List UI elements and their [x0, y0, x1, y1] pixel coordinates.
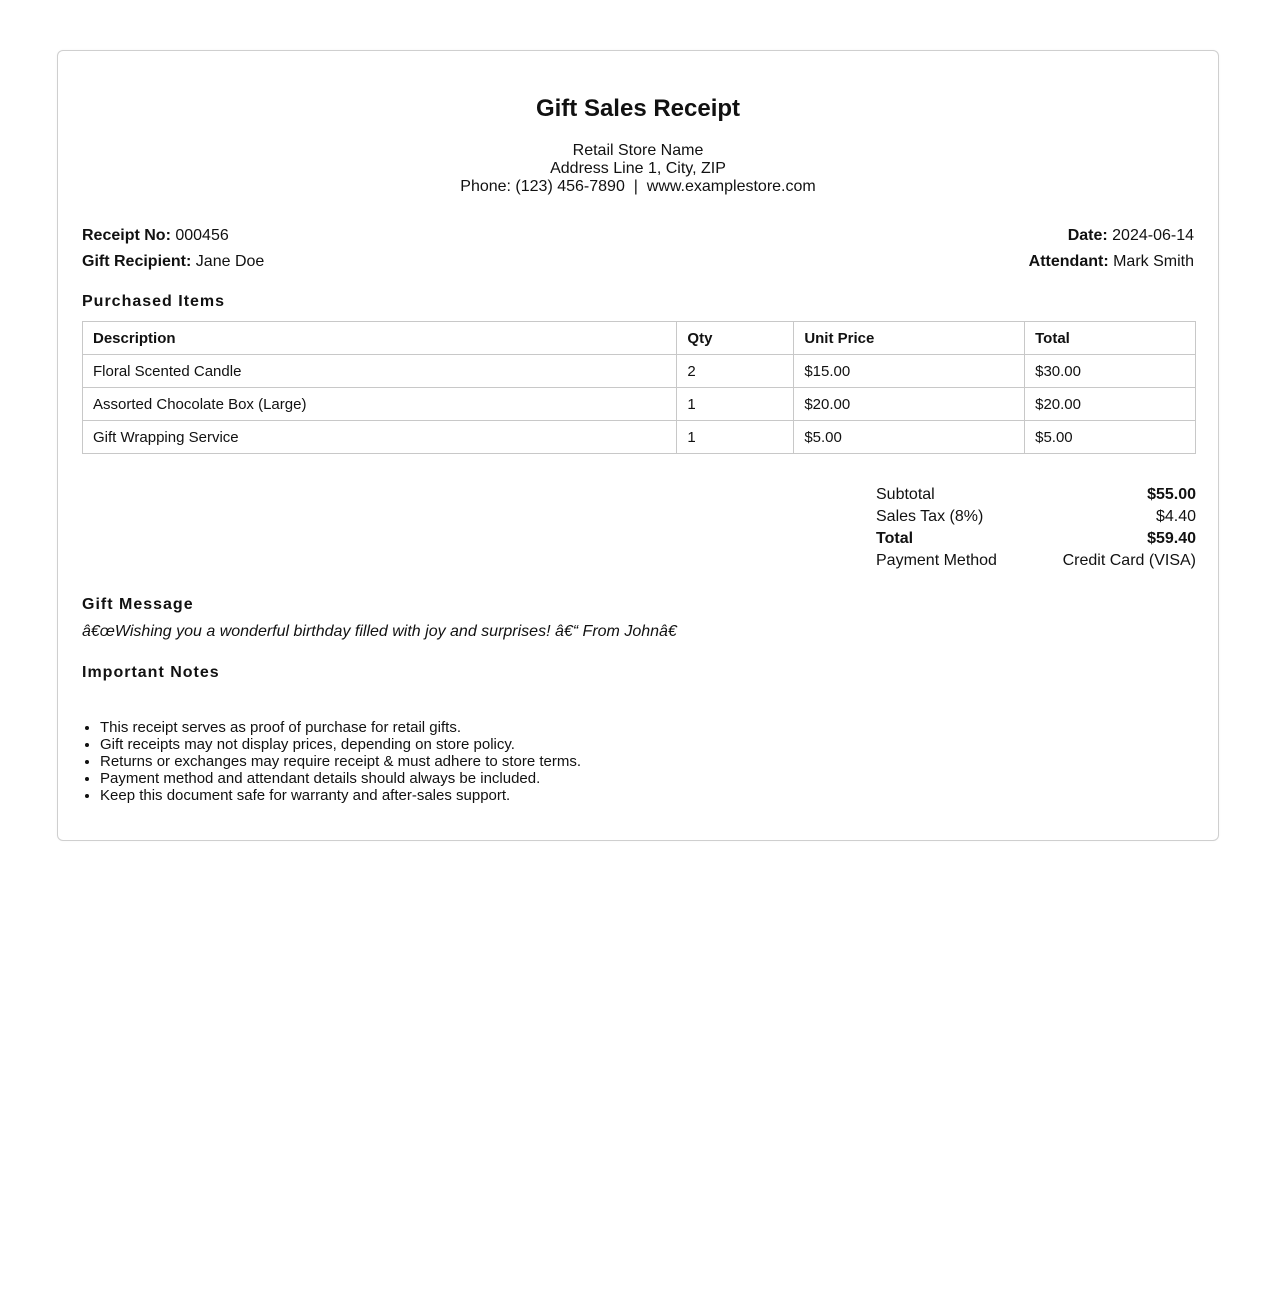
attendant-label: Attendant: [1028, 253, 1109, 270]
purchased-items-table [82, 321, 1196, 454]
payment-method-label: Payment Method [876, 552, 997, 569]
store-contact: Phone: (123) 456-7890 | www.examplestore.com [460, 178, 816, 195]
table-row [83, 355, 1196, 388]
list-item: • This receipt serves as proof of purchase for retail gifts. [100, 719, 581, 736]
important-notes-heading: Important Notes [82, 664, 220, 681]
subtotal-value: $55.00 [1147, 486, 1196, 503]
total-label: Total [876, 530, 914, 547]
table-row [83, 421, 1196, 454]
receipt-date-value: 2024-06-14 [1112, 227, 1194, 244]
item-description: Floral Scented Candle [83, 355, 677, 388]
item-total: $5.00 [1025, 421, 1196, 454]
item-qty: 1 [677, 421, 794, 454]
list-item: • Returns or exchanges may require receipt & must adhere to store terms. [100, 753, 581, 770]
receipt-date-label: Date: [1067, 227, 1108, 244]
store-info [58, 142, 1218, 196]
list-item: • Gift receipts may not display prices, depending on store policy. [100, 736, 581, 753]
column-header-total: Total [1025, 322, 1196, 355]
item-unit-price: $5.00 [794, 421, 1025, 454]
list-item: • Keep this document safe for warranty and after-sales support. [100, 787, 581, 804]
gift-message-text: â€œWishing you a wonderful birthday filled with joy and surprises! â€“ From Johnâ€ [82, 623, 677, 640]
receipt-number-label: Receipt No: [82, 227, 171, 244]
sales-tax-label: Sales Tax (8%) [876, 508, 984, 525]
sales-tax-value: $4.40 [1155, 508, 1196, 525]
item-qty: 2 [677, 355, 794, 388]
totals-summary [876, 484, 1196, 572]
store-name: Retail Store Name [572, 142, 704, 159]
column-header-description: Description [83, 322, 677, 355]
item-total: $20.00 [1025, 388, 1196, 421]
sales-tax-row [876, 506, 1196, 528]
gift-message-heading: Gift Message [82, 596, 194, 613]
payment-method-value: Credit Card (VISA) [1062, 552, 1196, 569]
receipt-date [1068, 226, 1194, 246]
list-item: • Payment method and attendant details should always be included. [100, 770, 581, 787]
gift-recipient-value: Jane Doe [195, 253, 265, 270]
store-address: Address Line 1, City, ZIP [550, 160, 726, 177]
item-description: Gift Wrapping Service [83, 421, 677, 454]
column-header-qty: Qty [677, 322, 794, 355]
payment-method-row [876, 550, 1196, 572]
gift-recipient-label: Gift Recipient: [82, 253, 192, 270]
attendant-value: Mark Smith [1113, 253, 1194, 270]
gift-recipient [82, 252, 264, 272]
total-value: $59.40 [1147, 530, 1196, 547]
receipt-number-value: 000456 [175, 227, 229, 244]
receipt-title: Gift Sales Receipt [535, 95, 741, 122]
item-unit-price: $15.00 [794, 355, 1025, 388]
important-notes-list [82, 719, 581, 804]
subtotal-row [876, 484, 1196, 506]
subtotal-label: Subtotal [876, 486, 935, 503]
receipt-card [57, 50, 1219, 841]
column-header-unit-price: Unit Price [794, 322, 1025, 355]
purchased-items-heading: Purchased Items [82, 293, 226, 310]
total-row [876, 528, 1196, 550]
receipt-number [82, 226, 229, 246]
item-description: Assorted Chocolate Box (Large) [83, 388, 677, 421]
item-unit-price: $20.00 [794, 388, 1025, 421]
item-qty: 1 [677, 388, 794, 421]
table-row [83, 388, 1196, 421]
item-total: $30.00 [1025, 355, 1196, 388]
attendant [1029, 252, 1194, 272]
table-header-row [83, 322, 1196, 355]
